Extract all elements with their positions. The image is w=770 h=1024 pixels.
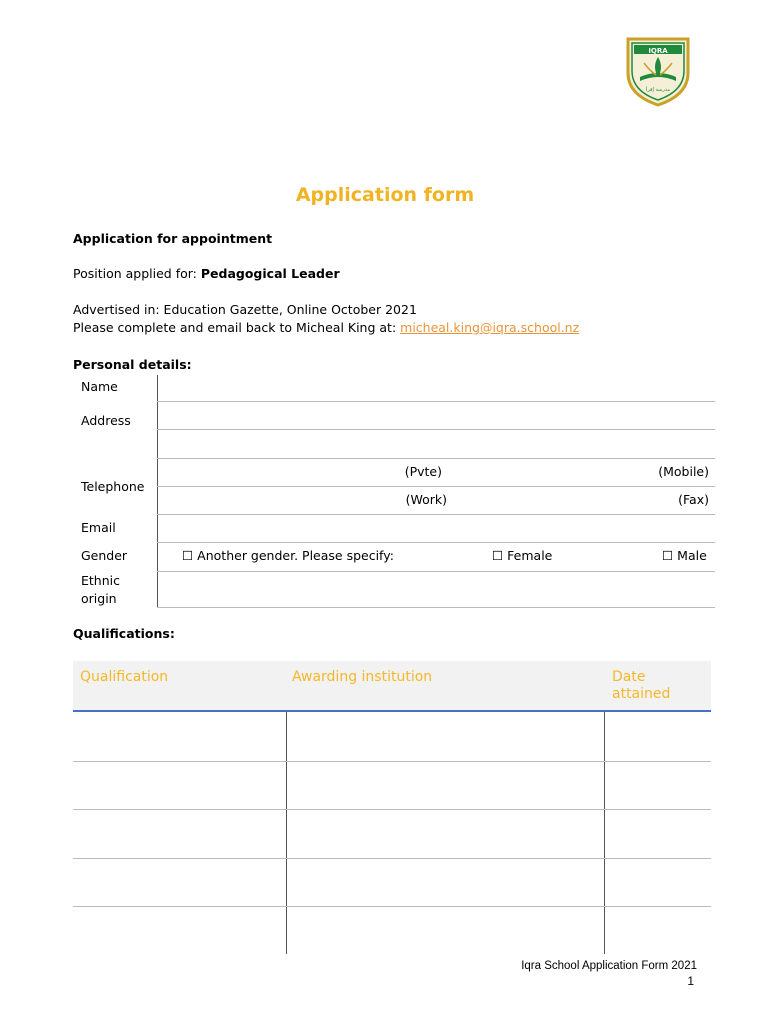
telephone-mobile-label: (Mobile) [658, 464, 709, 479]
advertised-line: Advertised in: Education Gazette, Online October 2021 [73, 302, 417, 317]
col-awarding-institution: Awarding institution [292, 669, 433, 685]
gender-other-checkbox[interactable]: ☐ Another gender. Please specify: [182, 548, 394, 563]
telephone-fax-label: (Fax) [678, 492, 709, 507]
col-date-line-2: attained [612, 686, 671, 702]
address-field-line-2[interactable] [157, 458, 715, 459]
telephone-field-line-1[interactable] [157, 486, 715, 487]
gender-male-checkbox[interactable]: ☐ Male [662, 548, 707, 563]
col-date-attained [612, 669, 670, 703]
telephone-label: Telephone [81, 479, 145, 494]
page-number: 1 [687, 974, 694, 988]
col-date-line-1: Date [612, 669, 646, 685]
telephone-pvte-label: (Pvte) [404, 464, 442, 479]
ethnic-origin-field[interactable] [157, 607, 715, 608]
ethnic-label-line-2: origin [81, 591, 117, 606]
email-label: Email [81, 520, 116, 535]
personal-details-heading: Personal details: [73, 357, 192, 372]
table-row[interactable] [73, 761, 711, 762]
name-label: Name [81, 379, 118, 394]
name-field[interactable] [157, 401, 715, 402]
page-title: Application form [295, 184, 475, 206]
gender-female-checkbox[interactable]: ☐ Female [492, 548, 553, 563]
position-value: Pedagogical Leader [200, 266, 340, 281]
address-label: Address [81, 413, 131, 428]
qualifications-table-header [73, 661, 711, 712]
logo-text-top: IQRA [648, 47, 668, 55]
email-field[interactable] [157, 542, 715, 543]
position-line [73, 266, 340, 281]
contact-email-link[interactable]: micheal.king@iqra.school.nz [400, 320, 580, 335]
address-field-line-1[interactable] [157, 429, 715, 430]
col-qualification: Qualification [80, 669, 169, 685]
gender-row-line [157, 571, 715, 572]
telephone-work-label: (Work) [405, 492, 447, 507]
appointment-heading: Application for appointment [73, 231, 273, 246]
telephone-field-line-2[interactable] [157, 514, 715, 515]
personal-details-divider [157, 375, 158, 608]
qualifications-divider-2 [604, 712, 605, 954]
table-row[interactable] [73, 809, 711, 810]
table-row[interactable] [73, 858, 711, 859]
gender-label: Gender [81, 548, 128, 563]
qualifications-heading: Qualifications: [73, 626, 175, 641]
email-back-text: Please complete and email back to Micheal King at: [73, 320, 401, 335]
email-back-line [73, 320, 579, 335]
ethnic-origin-label [81, 572, 120, 608]
position-label: Position applied for: [73, 266, 201, 281]
table-row[interactable] [73, 906, 711, 907]
ethnic-label-line-1: Ethnic [81, 573, 120, 588]
footer-text: Iqra School Application Form 2021 [521, 960, 697, 972]
logo-text-bottom: مدرسة إقرأ [645, 87, 671, 93]
qualifications-divider-1 [286, 712, 287, 954]
iqra-school-logo [622, 33, 694, 107]
